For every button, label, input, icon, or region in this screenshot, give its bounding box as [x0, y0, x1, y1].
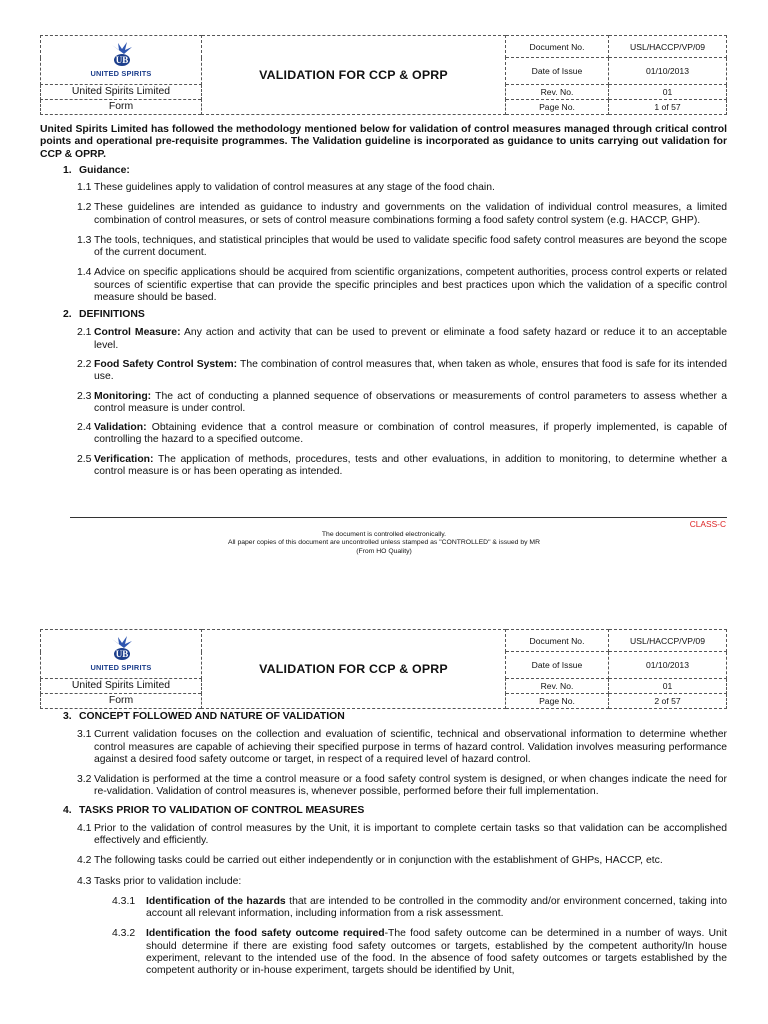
footer-line-3: (From HO Quality): [356, 547, 412, 555]
term: Control Measure:: [94, 327, 181, 339]
section-number: 3.: [63, 711, 72, 722]
sub-list-item: [40, 896, 727, 921]
classification-label: CLASS-C: [689, 519, 726, 529]
ub-logo-icon: [106, 635, 136, 663]
logo-text: UNITED SPIRITS: [90, 663, 152, 673]
item-number: 2.5: [77, 453, 92, 465]
term: Identification of the hazards: [146, 895, 286, 907]
item-text: These guidelines apply to validation of control measures at any stage of the food chain.: [94, 182, 495, 194]
doc-no-label: Document No.: [506, 630, 609, 652]
item-text: Prior to the validation of control measures by the Unit, it is important to complete certain tasks so that validation can be accomplished effectively and efficiently.: [94, 822, 727, 847]
item-number: 1.3: [77, 234, 92, 246]
item-number: 3.1: [77, 729, 92, 741]
definition-text: Any action and activity that can be used to prevent or eliminate a food safety hazard or reduce it to an acceptable level.: [94, 327, 727, 351]
section-title: TASKS PRIOR TO VALIDATION OF CONTROL MEASURES: [79, 804, 365, 816]
logo-cell: [41, 630, 202, 679]
item-text: Validation is performed at the time a control measure or a food safety control system is designed, or when changes indicate the need for re-validation. Validation of control measures is, whenever possible, performed before their full implementation.: [94, 774, 727, 798]
list-item: [40, 774, 727, 799]
term: Food Safety Control System:: [94, 358, 238, 370]
term: Validation:: [94, 422, 147, 434]
term: Identification the food safety outcome required: [146, 928, 385, 940]
item-number: 4.3: [77, 875, 92, 887]
item-number: 4.1: [77, 822, 92, 834]
logo-text: UNITED SPIRITS: [90, 69, 152, 79]
date-value: 01/10/2013: [609, 652, 727, 679]
section-title: DEFINITIONS: [79, 309, 145, 321]
section-heading: [40, 711, 727, 723]
doc-no-value: USL/HACCP/VP/09: [609, 630, 727, 652]
definition-text: The combination of control measures that, when taken as whole, ensures that food is safe for its intended use.: [94, 358, 727, 383]
page-value: 2 of 57: [609, 694, 727, 709]
date-label: Date of Issue: [506, 652, 609, 679]
intro-paragraph: United Spirits Limited has followed the methodology mentioned below for validation of control measures managed through critical control points and operational pre-requisite programmes. The Validation guideline is incorporated as guidance to units carrying out validation for CCP & OPRP.: [40, 124, 727, 160]
item-text: that are intended to be controlled in the commodity and/or environment concerned, taking into account all relevant information, including information from a risk assessment.: [146, 895, 727, 920]
item-number: 3.2: [77, 774, 92, 786]
document-title: VALIDATION FOR CCP & OPRP: [202, 630, 506, 709]
form-label: Form: [41, 100, 202, 115]
item-number: 4.3.1: [112, 895, 136, 907]
document-title: VALIDATION FOR CCP & OPRP: [202, 36, 506, 115]
item-number: 1.1: [77, 182, 92, 194]
item-number: 2.2: [77, 358, 92, 370]
footer-line-2: All paper copies of this document are uncontrolled unless stamped as "CONTROLLED" & issued by MR: [228, 539, 540, 547]
definition-text: Obtaining evidence that a control measure or combination of control measures, if properly implemented, is capable of controlling the hazard to a specified outcome.: [94, 422, 727, 446]
sub-list-item: [40, 928, 727, 977]
section-number: 4.: [63, 804, 72, 816]
section-number: 1.: [63, 164, 72, 176]
item-number: 2.1: [77, 327, 92, 339]
item-text: The tools, techniques, and statistical principles that would be used to validate specific food safety control measures are beyond the scope of the current document.: [94, 234, 727, 259]
list-item: [40, 876, 727, 888]
item-number: 1.4: [77, 267, 92, 279]
document-header: [40, 629, 727, 709]
term: Monitoring:: [94, 390, 152, 402]
item-number: 1.2: [77, 202, 92, 214]
term: Verification:: [94, 453, 154, 465]
page-2-body: [40, 711, 727, 978]
list-item: [40, 729, 727, 766]
rev-label: Rev. No.: [506, 85, 609, 100]
item-number: 2.4: [77, 422, 92, 434]
company-name: United Spirits Limited: [41, 679, 202, 694]
item-text: Advice on specific applications should be acquired from scientific organizations, competent authorities, process control experts or related sources of scientific expertise that can provide the specific principles and best practices upon which the validation of a specific control measure should be based.: [94, 267, 727, 303]
item-text: Tasks prior to validation include:: [94, 875, 242, 887]
date-value: 01/10/2013: [609, 58, 727, 85]
page-label: Page No.: [506, 100, 609, 115]
section-title: Guidance:: [79, 164, 130, 176]
svg-text:UB: UB: [115, 649, 129, 660]
footer-line-1: The document is controlled electronically.: [321, 531, 447, 538]
page-label: Page No.: [506, 694, 609, 709]
list-item: [40, 855, 727, 867]
section-number: 2.: [63, 309, 72, 321]
item-text: -The food safety outcome can be determined in a number of ways. Unit should determine if there are existing food safety outcomes or targets, established by the competent authority/In house experiment, relevant to the intended use of the food. In the absence of food safety outcomes or targets established by the competent authority or in-house experiment, targets should be identified by Unit,: [146, 928, 727, 977]
doc-no-value: USL/HACCP/VP/09: [609, 36, 727, 58]
section-heading: [40, 805, 727, 817]
item-text: These guidelines are intended as guidance to industry and governments on the validation of individual control measures, a limited combination of control measures, or sets of control measure combinations forming a food safety control system (e.g. HACCP, GHP).: [94, 202, 727, 226]
item-text: Current validation focuses on the collection and evaluation of scientific, technical and observational information to determine whether control measures are capable of achieving their specified purpose in terms of hazard control. Validation involves measuring performance against a desired food safety outcome or target, in respect of a required level of hazard control.: [94, 729, 727, 765]
svg-text:UB: UB: [115, 55, 129, 66]
item-number: 4.3.2: [112, 928, 136, 940]
section-title: CONCEPT FOLLOWED AND NATURE OF VALIDATION: [79, 711, 345, 722]
item-number: 2.3: [77, 390, 92, 402]
form-label: Form: [41, 694, 202, 709]
definition-text: The application of methods, procedures, tests and other evaluations, in addition to monitoring, to determine whether a control measure is or has been operating as intended.: [94, 453, 727, 477]
doc-no-label: Document No.: [506, 36, 609, 58]
definition-text: The act of conducting a planned sequence of observations or measurements of control parameters to assess whether a control measure is under control.: [94, 390, 727, 414]
date-label: Date of Issue: [506, 58, 609, 85]
rev-label: Rev. No.: [506, 679, 609, 694]
item-number: 4.2: [77, 855, 92, 867]
item-text: The following tasks could be carried out either independently or in conjunction with the establishment of GHPs, HACCP, etc.: [94, 855, 663, 867]
company-name: United Spirits Limited: [41, 85, 202, 100]
page-value: 1 of 57: [609, 100, 727, 115]
rev-value: 01: [609, 85, 727, 100]
list-item: [40, 823, 727, 848]
rev-value: 01: [609, 679, 727, 694]
